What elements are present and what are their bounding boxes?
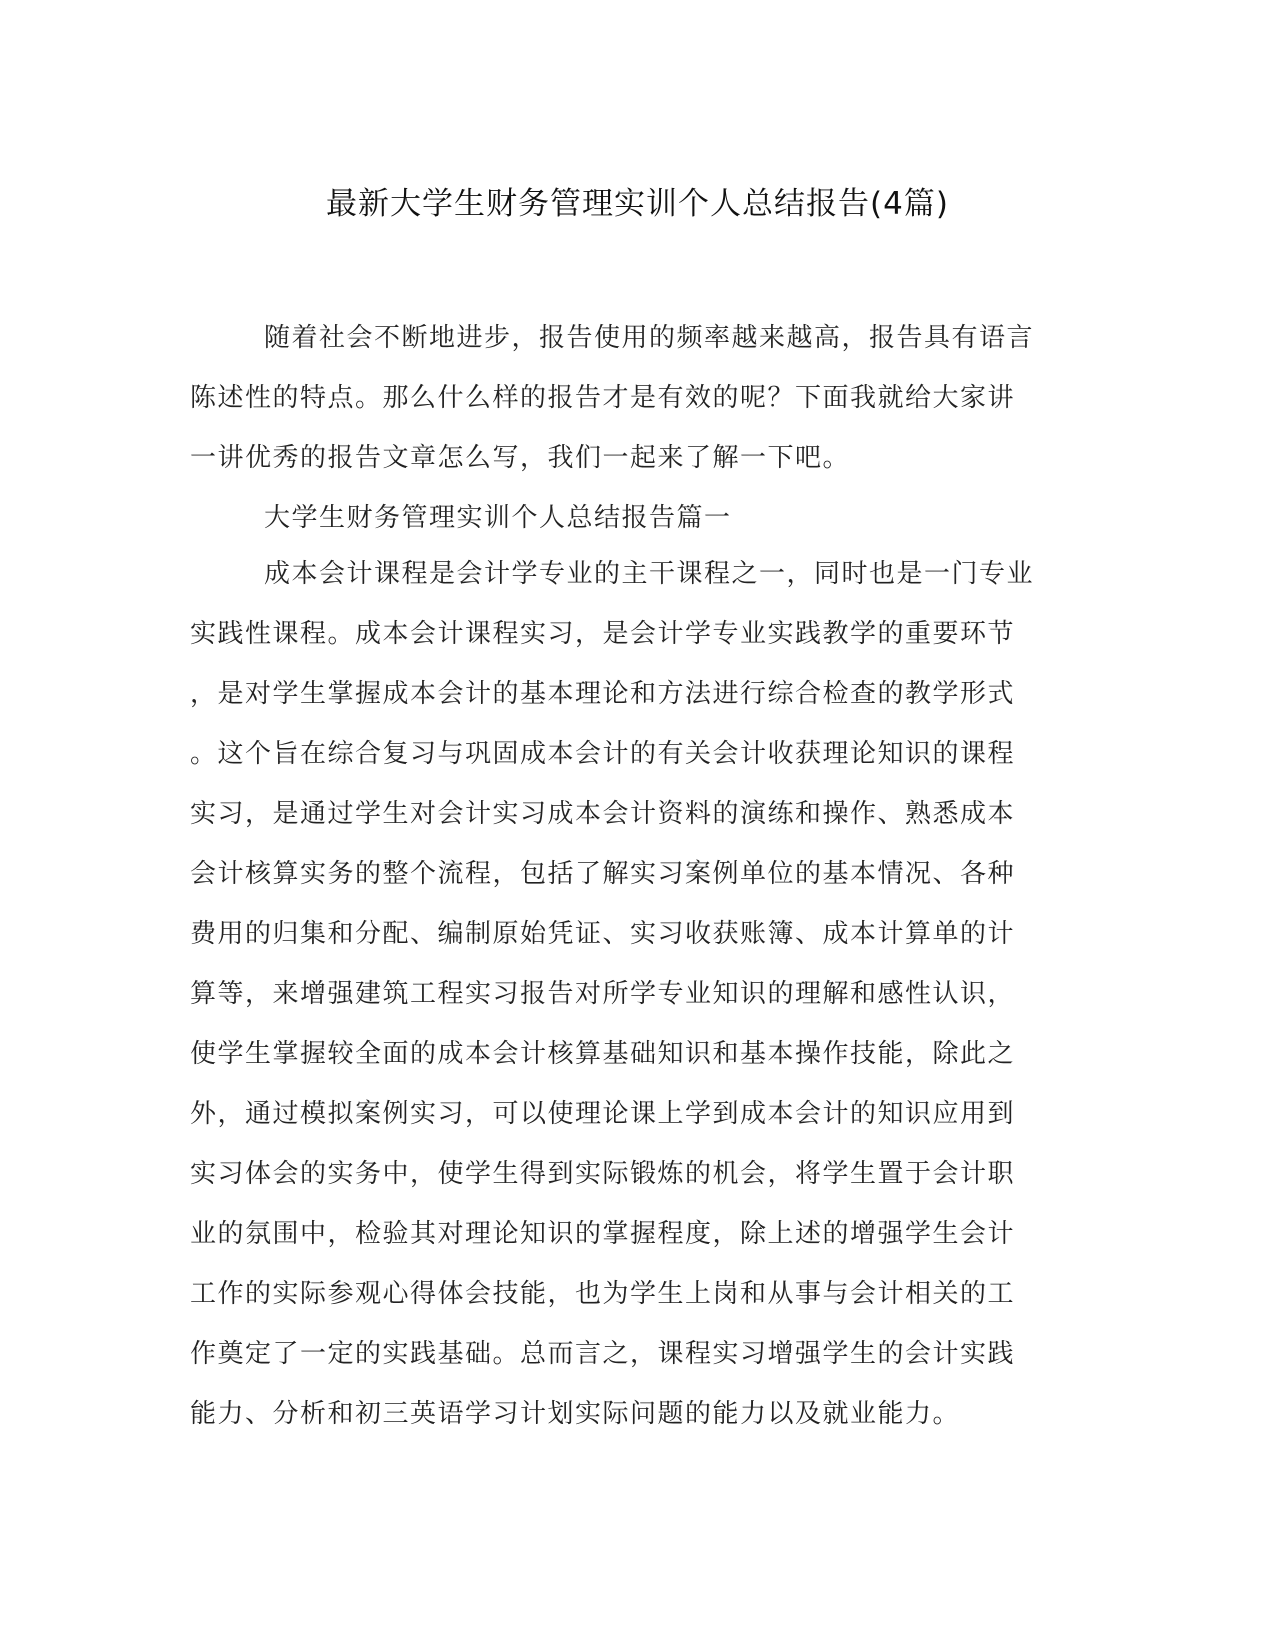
intro-line: 随着社会不断地进步，报告使用的频率越来越高，报告具有语言 — [264, 323, 1035, 353]
body-line: 实习，是通过学生对会计实习成本会计资料的演练和操作、熟悉成本 — [190, 799, 1016, 829]
body-line: 外，通过模拟案例实习，可以使理论课上学到成本会计的知识应用到 — [190, 1099, 1016, 1129]
body-line: 能力、分析和初三英语学习计划实际问题的能力以及就业能力。 — [190, 1399, 961, 1429]
body-line: 算等，来增强建筑工程实习报告对所学专业知识的理解和感性认识， — [190, 979, 1016, 1009]
intro-line: 陈述性的特点。那么什么样的报告才是有效的呢？下面我就给大家讲 — [190, 383, 1016, 413]
section-heading: 大学生财务管理实训个人总结报告篇一 — [264, 503, 732, 533]
body-line: 作奠定了一定的实践基础。总而言之，课程实习增强学生的会计实践 — [190, 1339, 1016, 1369]
body-line: 工作的实际参观心得体会技能，也为学生上岗和从事与会计相关的工 — [190, 1279, 1016, 1309]
body-line: 会计核算实务的整个流程，包括了解实习案例单位的基本情况、各种 — [190, 859, 1016, 889]
intro-line: 一讲优秀的报告文章怎么写，我们一起来了解一下吧。 — [190, 443, 851, 473]
section-heading-block — [190, 488, 1090, 548]
body-line: 费用的归集和分配、编制原始凭证、实习收获账簿、成本计算单的计 — [190, 919, 1016, 949]
body-line: ，是对学生掌握成本会计的基本理论和方法进行综合检查的教学形式 — [190, 679, 1016, 709]
body-line: 实习体会的实务中，使学生得到实际锻炼的机会，将学生置于会计职 — [190, 1159, 1016, 1189]
body-line: 。这个旨在综合复习与巩固成本会计的有关会计收获理论知识的课程 — [190, 739, 1016, 769]
body-line: 业的氛围中，检验其对理论知识的掌握程度，除上述的增强学生会计 — [190, 1219, 1016, 1249]
document-title: 最新大学生财务管理实训个人总结报告(4篇) — [326, 186, 949, 222]
body-line: 成本会计课程是会计学专业的主干课程之一，同时也是一门专业 — [264, 559, 1035, 589]
intro-paragraph — [190, 308, 1090, 488]
body-paragraph — [190, 544, 1090, 1444]
body-line: 实践性课程。成本会计课程实习，是会计学专业实践教学的重要环节 — [190, 619, 1016, 649]
body-line: 使学生掌握较全面的成本会计核算基础知识和基本操作技能，除此之 — [190, 1039, 1016, 1069]
